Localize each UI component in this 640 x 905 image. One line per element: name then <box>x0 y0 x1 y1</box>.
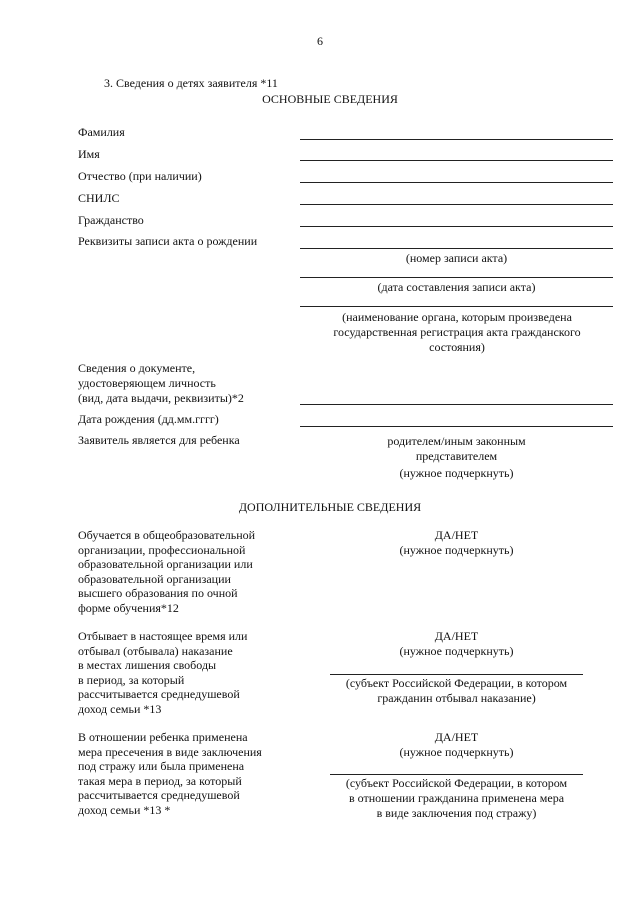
custody-question <box>78 730 262 817</box>
record-date-field[interactable] <box>300 277 613 278</box>
identity-doc-label-1: Сведения о документе, <box>78 361 196 375</box>
education-line-2: организации, профессиональной <box>78 542 246 557</box>
custody-line-1: В отношении ребенка применена <box>78 730 248 744</box>
imprisonment-line-2: отбывал (отбывала) наказание <box>78 643 233 658</box>
imprisonment-answer[interactable]: ДА/НЕТ <box>434 629 479 643</box>
birth-date-label: Дата рождения (дд.мм.гггг) <box>78 412 219 426</box>
education-line-6: форме обучения*12 <box>78 600 179 615</box>
patronymic-field[interactable] <box>300 182 613 183</box>
custody-line-2: мера пресечения в виде заключения <box>78 744 262 759</box>
imprisonment-line-5: рассчитывается среднедушевой <box>78 687 240 701</box>
birth-record-field[interactable] <box>300 248 613 249</box>
custody-line-5: рассчитывается среднедушевой <box>78 788 240 802</box>
education-line-4: образовательной организации <box>78 571 231 586</box>
imprisonment-line-1: Отбывает в настоящее время или <box>78 629 248 643</box>
identity-doc-field[interactable] <box>300 404 613 405</box>
record-date-caption: (дата составления записи акта) <box>377 280 536 294</box>
identity-doc-label-3: (вид, дата выдачи, реквизиты)*2 <box>78 391 244 405</box>
imprisonment-line-6: доход семьи *13 <box>78 701 162 716</box>
citizenship-field[interactable] <box>300 226 613 227</box>
custody-note: (нужное подчеркнуть) <box>399 745 514 759</box>
snils-label: СНИЛС <box>78 191 120 205</box>
education-answer[interactable]: ДА/НЕТ <box>434 528 479 542</box>
page-number: 6 <box>317 34 323 48</box>
custody-answer[interactable]: ДА/НЕТ <box>434 730 479 744</box>
applicant-relation-label: Заявитель является для ребенка <box>78 433 240 447</box>
snils-field[interactable] <box>300 204 613 205</box>
custody-caption-2: в отношении гражданина применена мера <box>348 791 565 805</box>
patronymic-label: Отчество (при наличии) <box>78 169 202 183</box>
name-field[interactable] <box>300 160 613 161</box>
imprisonment-caption-2: гражданин отбывал наказание) <box>377 691 536 705</box>
education-note: (нужное подчеркнуть) <box>399 543 514 557</box>
education-line-3: образовательной организации или <box>78 557 253 571</box>
surname-field[interactable] <box>300 139 613 140</box>
registry-office-caption: (наименование органа, которым произведена государственная регистрация акта гражданского состояния) <box>333 310 581 354</box>
applicant-relation-option-2[interactable]: представителем <box>415 449 498 463</box>
custody-caption-1: (субъект Российской Федерации, в котором <box>345 776 568 790</box>
education-question <box>78 528 255 615</box>
custody-line-3: под стражу или была применена <box>78 759 245 773</box>
birth-date-field[interactable] <box>300 426 613 427</box>
imprisonment-region-field[interactable] <box>330 674 583 675</box>
record-number-caption: (номер записи акта) <box>405 251 508 265</box>
section-heading: 3. Сведения о детях заявителя *11 <box>104 76 278 90</box>
imprisonment-line-4: в период, за который <box>78 672 185 687</box>
name-label: Имя <box>78 147 100 161</box>
applicant-relation-option-1[interactable]: родителем/иным законным <box>387 434 526 448</box>
education-line-5: высшего образования по очной <box>78 586 238 600</box>
custody-region-field[interactable] <box>330 774 583 775</box>
custody-line-6: доход семьи *13 * <box>78 802 171 817</box>
citizenship-label: Гражданство <box>78 213 144 227</box>
imprisonment-caption-1: (субъект Российской Федерации, в котором <box>345 676 568 690</box>
imprisonment-line-3: в местах лишения свободы <box>78 658 217 672</box>
additional-title: ДОПОЛНИТЕЛЬНЫЕ СВЕДЕНИЯ <box>238 500 422 514</box>
birth-record-label: Реквизиты записи акта о рождении <box>78 234 258 248</box>
imprisonment-note: (нужное подчеркнуть) <box>399 644 514 658</box>
applicant-relation-note: (нужное подчеркнуть) <box>399 466 514 480</box>
registry-office-field[interactable] <box>300 306 613 307</box>
education-line-1: Обучается в общеобразовательной <box>78 528 256 542</box>
imprisonment-question <box>78 629 247 716</box>
surname-label: Фамилия <box>78 125 125 139</box>
identity-doc-label-2: удостоверяющем личность <box>78 376 216 390</box>
custody-caption-3: в виде заключения под стражу) <box>376 806 537 820</box>
custody-line-4: такая мера в период, за который <box>78 773 242 788</box>
main-title: ОСНОВНЫЕ СВЕДЕНИЯ <box>262 92 398 106</box>
